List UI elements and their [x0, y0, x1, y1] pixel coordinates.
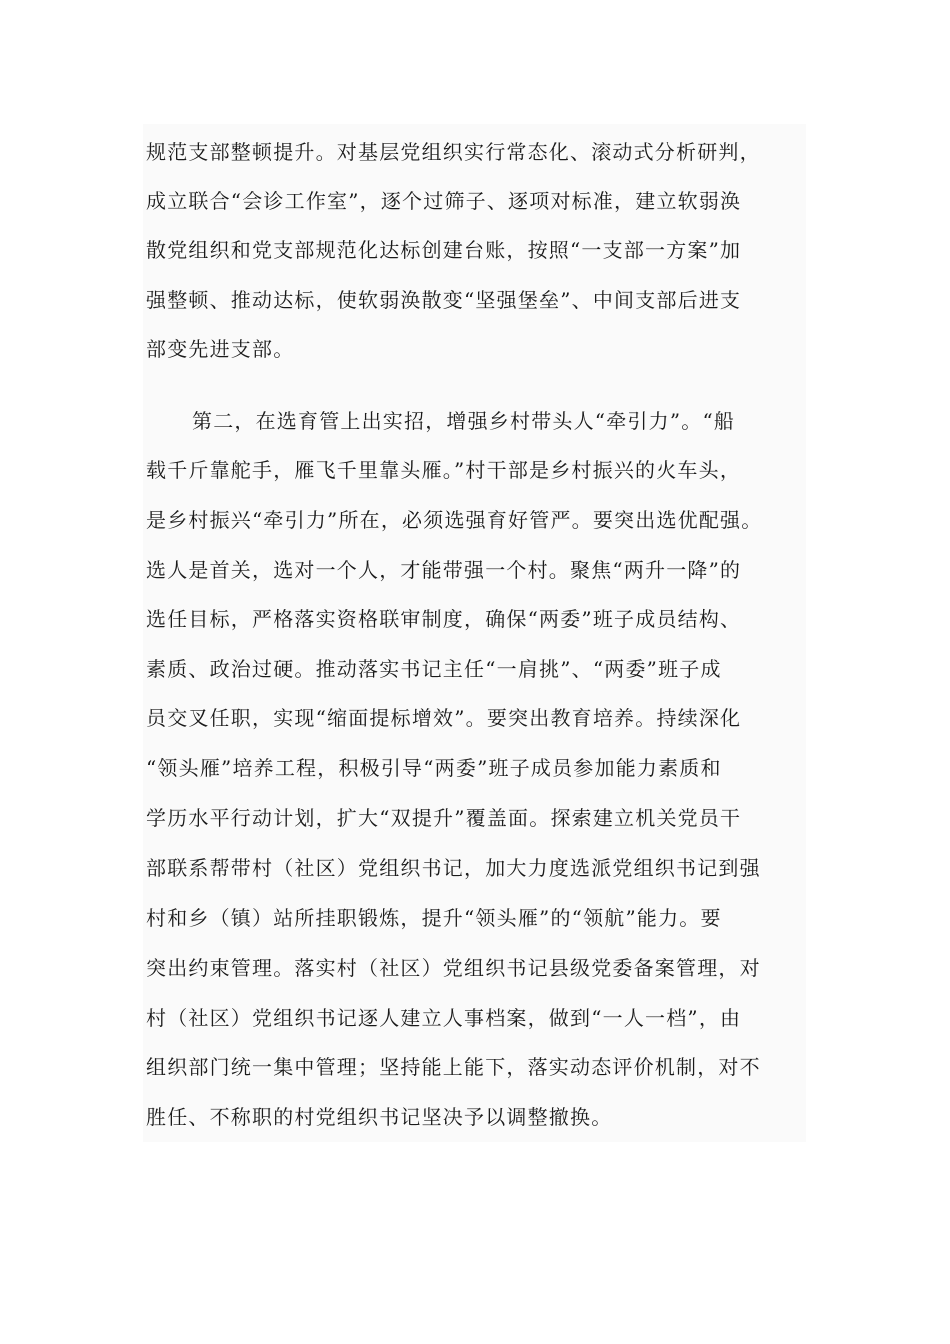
paragraph-1-line-3: 散党组织和党支部规范化达标创建台账，按照“一支部一方案”加 — [146, 238, 742, 262]
paragraph-2-line-10: 部联系帮带村（社区）党组织书记，加大力度选派党组织书记到强 — [146, 856, 761, 880]
paragraph-2-line-15: 胜任、不称职的村党组织书记坚决予以调整撤换。 — [146, 1105, 613, 1129]
paragraph-2-line-8: “领头雁”培养工程，积极引导“两委”班子成员参加能力素质和 — [146, 756, 722, 780]
paragraph-1-line-1: 规范支部整顿提升。对基层党组织实行常态化、滚动式分析研判， — [146, 140, 761, 164]
paragraph-2-line-3: 是乡村振兴“牵引力”所在，必须选强育好管严。要突出选优配强。 — [146, 508, 763, 532]
paragraph-2-line-13: 村（社区）党组织书记逐人建立人事档案，做到“一人一档”，由 — [146, 1006, 742, 1030]
paragraph-2-line-6: 素质、政治过硬。推动落实书记主任“一肩挑”、“两委”班子成 — [146, 657, 722, 681]
document-text-block — [143, 124, 806, 1142]
paragraph-1-line-5: 部变先进支部。 — [146, 337, 295, 361]
paragraph-2-line-7: 员交叉任职，实现“缩面提标增效”。要突出教育培养。持续深化 — [146, 706, 742, 730]
paragraph-2-line-12: 突出约束管理。落实村（社区）党组织书记县级党委备案管理，对 — [146, 956, 761, 980]
paragraph-2-line-1: 第二，在选育管上出实招，增强乡村带头人“牵引力”。“船 — [192, 409, 736, 433]
paragraph-1-line-4: 强整顿、推动达标，使软弱涣散变“坚强堡垒”、中间支部后进支 — [146, 288, 742, 312]
paragraph-2-line-9: 学历水平行动计划，扩大“双提升”覆盖面。探索建立机关党员干 — [146, 806, 742, 830]
paragraph-2-line-4: 选人是首关，选对一个人，才能带强一个村。聚焦“两升一降”的 — [146, 558, 742, 582]
paragraph-2-line-5: 选任目标，严格落实资格联审制度，确保“两委”班子成员结构、 — [146, 607, 742, 631]
paragraph-2-line-11: 村和乡（镇）站所挂职锻炼，提升“领头雁”的“领航”能力。要 — [146, 906, 722, 930]
paragraph-1-line-2: 成立联合“会诊工作室”，逐个过筛子、逐项对标准，建立软弱涣 — [146, 189, 742, 213]
paragraph-2-line-2: 载千斤靠舵手，雁飞千里靠头雁。”村干部是乡村振兴的火车头， — [146, 458, 742, 482]
paragraph-2-line-14: 组织部门统一集中管理；坚持能上能下，落实动态评价机制，对不 — [146, 1055, 761, 1079]
